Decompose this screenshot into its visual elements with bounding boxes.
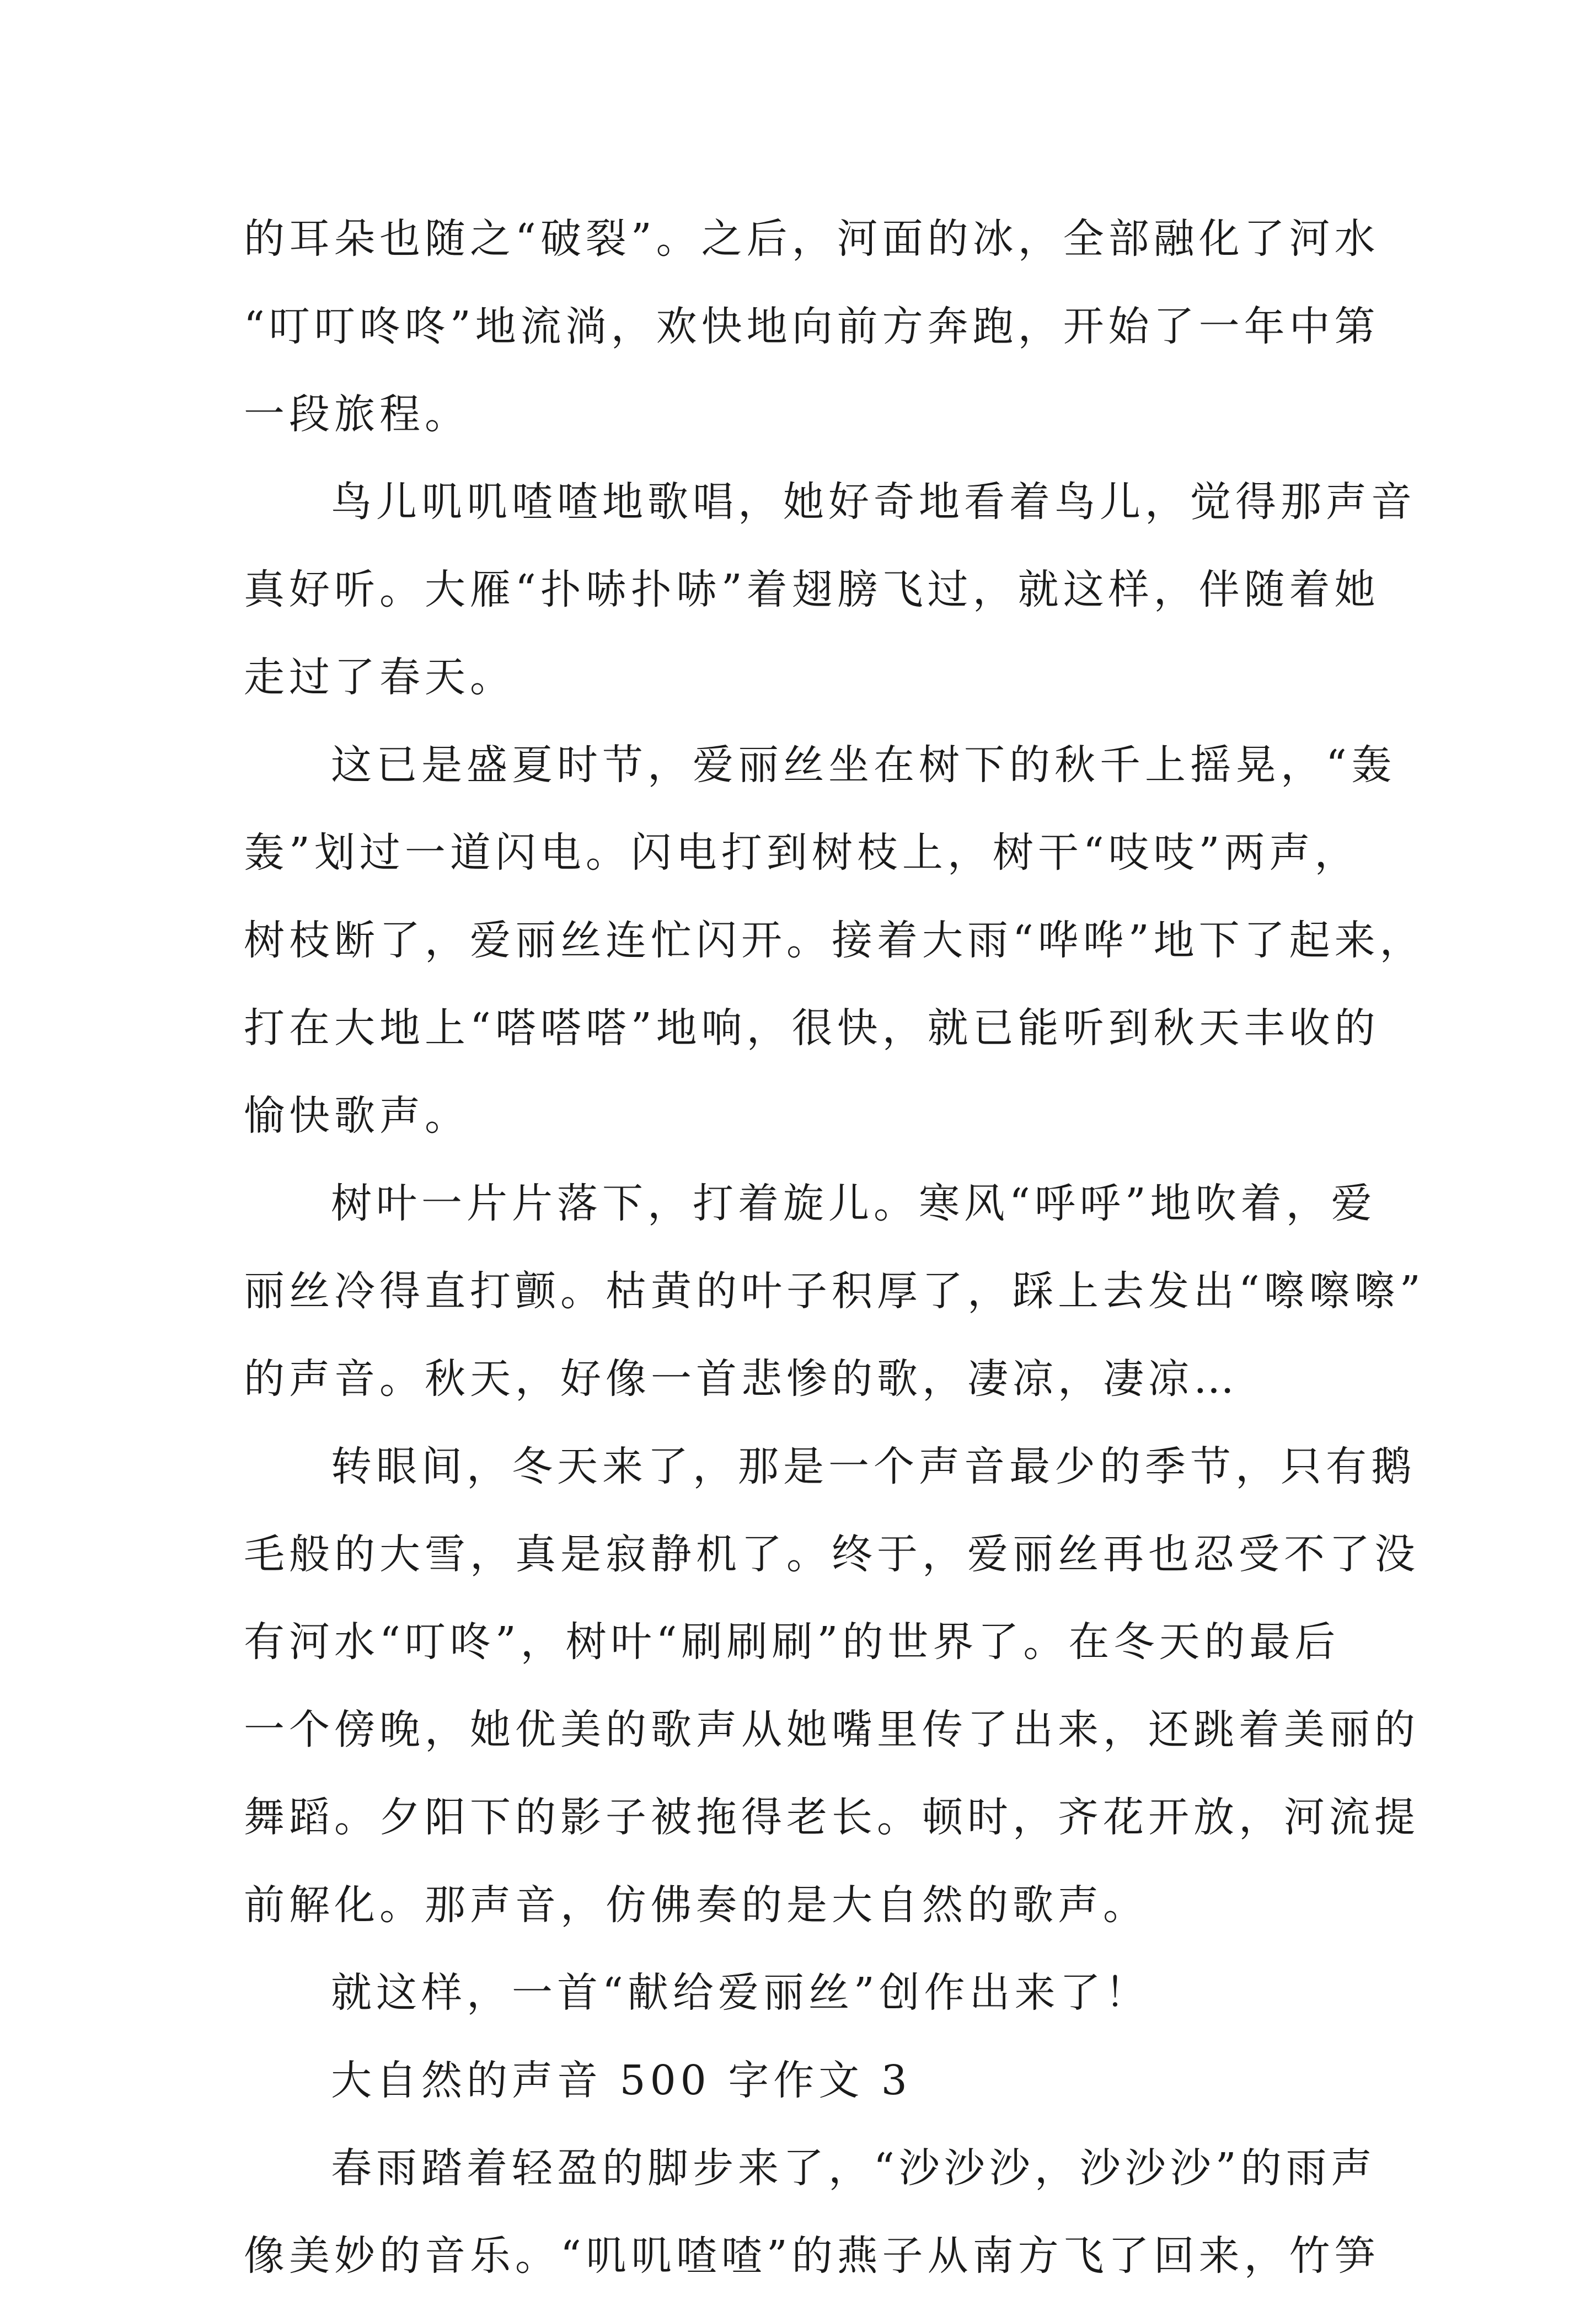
text-line: 愉快歌声。 — [244, 1092, 470, 1140]
text-line: 打在大地上“嗒嗒嗒”地响，很快，就已能听到秋天丰收的 — [244, 1004, 1380, 1052]
paragraph-start-line: 春雨踏着轻盈的脚步来了，“沙沙沙，沙沙沙”的雨声 — [331, 2144, 1377, 2192]
text-line: 前解化。那声音，仿佛奏的是大自然的歌声。 — [244, 1881, 1148, 1929]
text-line: 舞蹈。夕阳下的影子被拖得老长。顿时，齐花开放，河流提 — [244, 1794, 1420, 1841]
text-line: 像美妙的音乐。“叽叽喳喳”的燕子从南方飞了回来，竹笋 — [244, 2232, 1380, 2280]
text-line: 轰”划过一道闪电。闪电打到树枝上，树干“吱吱”两声， — [244, 829, 1360, 876]
text-line: 一个傍晚，她优美的歌声从她嘴里传了出来，还跳着美丽的 — [244, 1706, 1420, 1753]
paragraph-start-line: 转眼间，冬天来了，那是一个声音最少的季节，只有鹅 — [331, 1443, 1416, 1490]
text-line: 走过了春天。 — [244, 654, 515, 701]
text-line: 丽丝冷得直打颤。枯黄的叶子积厚了，踩上去发出“嚓嚓嚓” — [244, 1267, 1425, 1315]
text-line: 一段旅程。 — [244, 391, 470, 438]
text-line: 毛般的大雪，真是寂静机了。终于，爱丽丝再也忍受不了没 — [244, 1531, 1420, 1578]
text-line: 的声音。秋天，好像一首悲惨的歌，凄凉，凄凉… — [244, 1355, 1239, 1403]
paragraph-start-line: 树叶一片片落下，打着旋儿。寒风“呼呼”地吹着，爱 — [331, 1180, 1377, 1227]
text-line: 真好听。大雁“扑哧扑哧”着翅膀飞过，就这样，伴随着她 — [244, 566, 1380, 613]
text-line: “叮叮咚咚”地流淌，欢快地向前方奔跑，开始了一年中第 — [244, 303, 1380, 350]
paragraph-start-line: 这已是盛夏时节，爱丽丝坐在树下的秋千上摇晃，“轰 — [331, 741, 1396, 789]
text-line: 树枝断了，爱丽丝连忙闪开。接着大雨“哗哗”地下了起来， — [244, 917, 1425, 964]
section-heading: 大自然的声音 500 字作文 3 — [331, 2057, 912, 2104]
paragraph-start-line: 鸟儿叽叽喳喳地歌唱，她好奇地看着鸟儿，觉得那声音 — [331, 478, 1416, 526]
paragraph-start-line: 就这样，一首“献给爱丽丝”创作出来了！ — [331, 1969, 1150, 2016]
document-body — [244, 195, 1425, 2300]
text-line: 有河水“叮咚”，树叶“刷刷刷”的世界了。在冬天的最后 — [244, 1618, 1340, 1666]
text-line: 的耳朵也随之“破裂”。之后，河面的冰，全部融化了河水 — [244, 215, 1380, 263]
